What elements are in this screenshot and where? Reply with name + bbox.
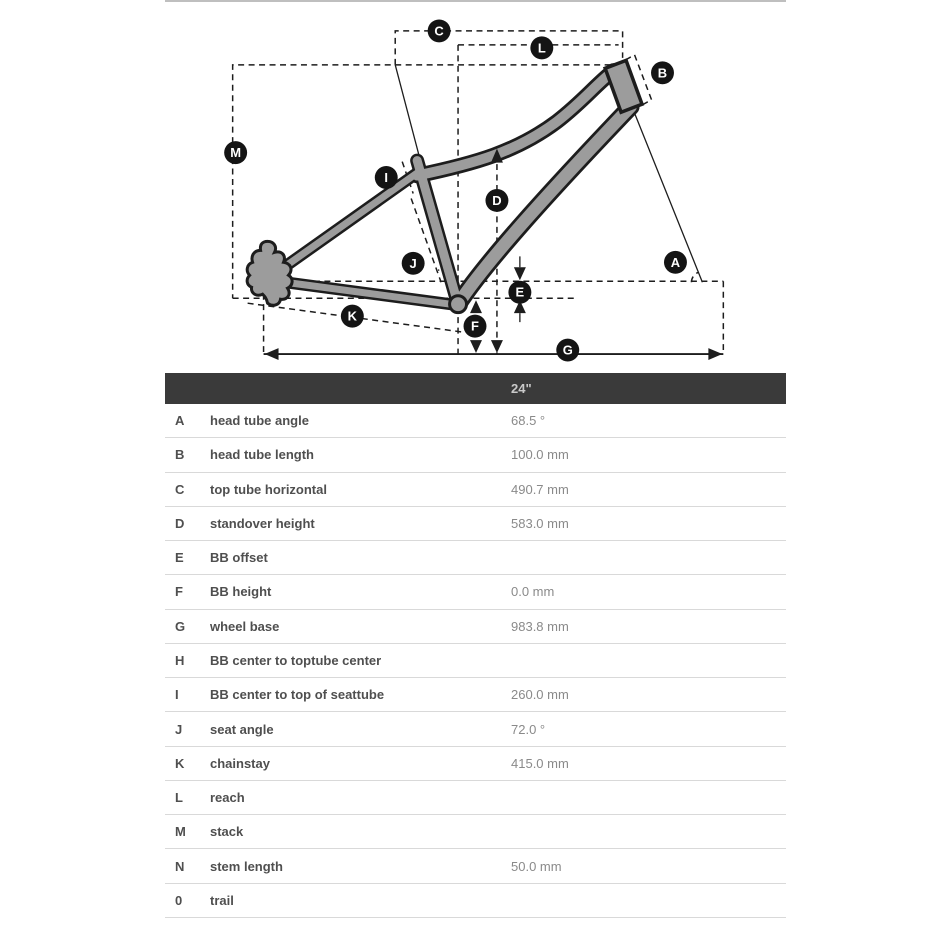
table-row <box>165 541 786 575</box>
bike-frame <box>247 60 642 312</box>
row-value: 68.5 ° <box>511 413 546 429</box>
table-row <box>165 404 786 438</box>
table-row <box>165 644 786 678</box>
row-letter: E <box>175 550 184 566</box>
row-name: trail <box>210 892 234 908</box>
diagram-label-i <box>375 166 398 189</box>
diagram-label-l <box>530 36 553 59</box>
table-row <box>165 438 786 472</box>
svg-text:G: G <box>562 342 573 358</box>
geometry-table <box>165 373 786 918</box>
row-letter: N <box>175 858 185 874</box>
row-name: top tube horizontal <box>210 481 327 497</box>
table-row <box>165 712 786 746</box>
row-letter: 0 <box>175 892 183 908</box>
table-row <box>165 575 786 609</box>
row-value: 583.0 mm <box>511 515 569 531</box>
svg-text:D: D <box>492 192 502 208</box>
size-column-header: 24" <box>165 373 786 404</box>
table-row <box>165 507 786 541</box>
row-letter: F <box>175 584 183 600</box>
table-row <box>165 781 786 815</box>
row-value: 260.0 mm <box>511 687 569 703</box>
row-letter: G <box>175 618 186 634</box>
row-value: 490.7 mm <box>511 481 569 497</box>
row-name: wheel base <box>210 618 280 634</box>
table-row <box>165 884 786 918</box>
standover-arrow-down <box>491 340 503 353</box>
table-row <box>165 849 786 883</box>
row-name: stack <box>210 824 244 840</box>
row-name: BB offset <box>210 550 268 566</box>
svg-text:A: A <box>670 254 681 270</box>
svg-text:F: F <box>471 318 479 334</box>
table-row <box>165 610 786 644</box>
bike-geometry-diagram <box>165 2 786 373</box>
wheelbase-arrow-right <box>708 348 722 360</box>
rear-dropout <box>247 241 292 305</box>
row-name: head tube length <box>210 447 314 463</box>
diagram-label-c <box>428 19 451 42</box>
row-name: standover height <box>210 515 315 531</box>
row-letter: B <box>175 447 185 463</box>
diagram-label-b <box>651 61 674 84</box>
row-letter: C <box>175 481 185 497</box>
row-letter: D <box>175 515 185 531</box>
diagram-label-d <box>485 189 508 212</box>
seat-axis-upper-line <box>395 65 421 164</box>
row-letter: L <box>175 790 183 806</box>
row-name: seat angle <box>210 721 274 737</box>
row-value: 415.0 mm <box>511 755 569 771</box>
row-letter: J <box>175 721 183 737</box>
row-value: 50.0 mm <box>511 858 562 874</box>
diagram-label-k <box>341 305 364 328</box>
row-value: 72.0 ° <box>511 721 546 737</box>
row-name: head tube angle <box>210 413 309 429</box>
bottom-bracket <box>450 296 467 313</box>
row-letter: A <box>175 413 185 429</box>
row-name: stem length <box>210 858 283 874</box>
table-row <box>165 815 786 849</box>
row-name: BB center to toptube center <box>210 652 382 668</box>
bbheight-arrow-up <box>470 300 482 313</box>
row-value: 100.0 mm <box>511 447 569 463</box>
row-name: chainstay <box>210 755 270 771</box>
svg-text:B: B <box>657 65 668 81</box>
seatstay <box>276 172 420 274</box>
row-value: 983.8 mm <box>511 618 569 634</box>
bbheight-arrow-down <box>470 340 482 353</box>
row-letter: H <box>175 652 185 668</box>
diagram-label-m <box>224 141 247 164</box>
diagram-label-e <box>508 281 531 304</box>
row-value: 0.0 mm <box>511 584 555 600</box>
svg-text:E: E <box>515 284 525 300</box>
bike-geometry-figure <box>165 2 786 373</box>
svg-text:M: M <box>230 145 242 161</box>
row-name: BB height <box>210 584 272 600</box>
svg-text:J: J <box>409 255 417 271</box>
table-row <box>165 747 786 781</box>
diagram-label-a <box>664 251 687 274</box>
row-name: reach <box>210 790 245 806</box>
svg-text:I: I <box>384 170 389 186</box>
diagram-label-f <box>464 315 487 338</box>
svg-text:C: C <box>434 23 444 39</box>
svg-text:K: K <box>347 308 358 324</box>
row-letter: K <box>175 755 185 771</box>
chainstay <box>278 281 459 305</box>
bboffset-arrow-down <box>514 267 526 280</box>
svg-text:L: L <box>537 40 546 56</box>
wheelbase-arrow-left <box>265 348 279 360</box>
table-row <box>165 473 786 507</box>
row-letter: I <box>175 687 179 703</box>
content-column <box>165 0 786 918</box>
diagram-label-g <box>556 339 579 362</box>
table-row <box>165 678 786 712</box>
row-name: BB center to top of seattube <box>210 687 385 703</box>
headtube <box>605 60 642 112</box>
row-letter: M <box>175 824 186 840</box>
diagram-label-j <box>402 252 425 275</box>
